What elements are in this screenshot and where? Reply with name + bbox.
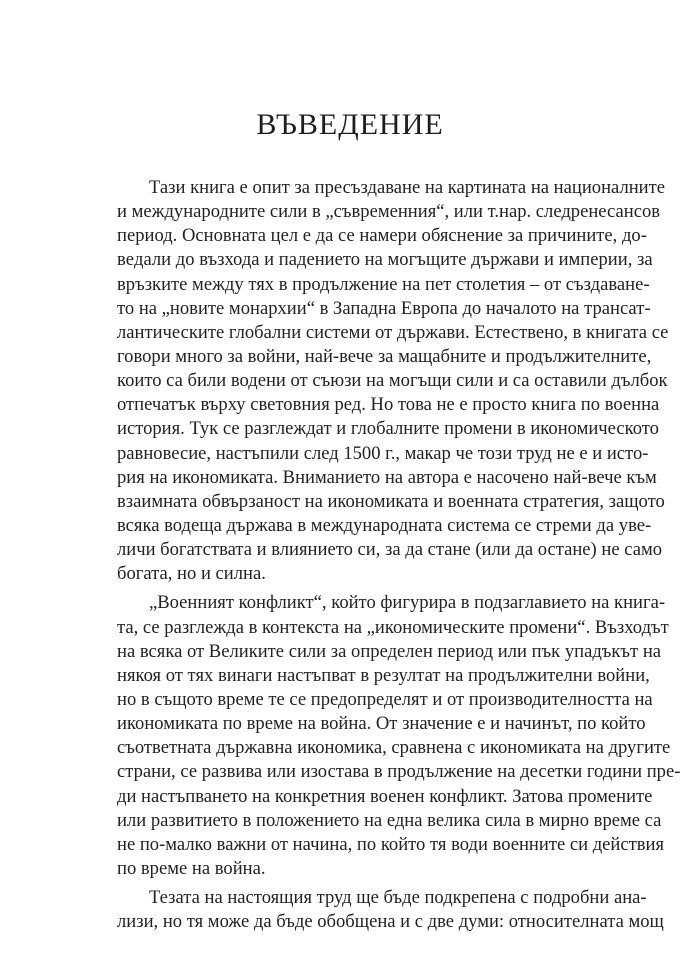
paragraph: [117, 176, 669, 586]
text-line: ди настъпването на конкретния военен конфликт. Затова промените: [117, 785, 653, 807]
text-line: Тази книга е опит за пресъздаване на картината на националните: [149, 177, 666, 198]
text-line: вeдали до възхода и падението на могъщите държави и империи, за: [117, 249, 653, 271]
text-line: взаимната обвързаност на икономиката и военната стратегия, защото: [117, 490, 665, 512]
text-line: не по-малко важни от начина, по който тя води военните си действия: [117, 833, 665, 855]
paragraph: [117, 886, 664, 934]
text-line: на всяка от Великите сили за определен период или пък упадъкът на: [117, 640, 662, 662]
text-line: по време на война.: [117, 857, 266, 879]
text-line: „Военният конфликт“, който фигурира в подзаглавието на книга-: [149, 592, 666, 614]
text-line: и международните сили в „съвременния“, или т.нар. следренесансов: [117, 201, 661, 223]
text-line: говори много за войни, най-вече за мащабните и продължителните,: [117, 345, 652, 367]
text-line: личи богатствата и влиянието си, за да стане (или да остане) не само: [117, 539, 663, 561]
text-line: то на „новите монархии“ в Западна Европа до началото на трансат-: [117, 297, 651, 319]
text-line: но в същото време те се предопределят и от производителността на: [117, 688, 653, 710]
paragraph: [117, 591, 681, 881]
text-line: връзките между тях в продължение на пет столетия – от създаване-: [117, 273, 650, 295]
text-line: всяка водеща държава в международната система се стреми да уве-: [117, 514, 652, 536]
text-line: равновесие, настъпили след 1500 г., макар че този труд не е и исто-: [117, 442, 649, 464]
text-line: отпечатък върху световния ред. Но това не е просто книга по военна: [117, 394, 660, 416]
chapter-title: ВЪВЕДЕНИЕ: [256, 108, 444, 141]
text-line: страни, се развива или изостава в продължение на десетки години пре-: [117, 761, 681, 783]
text-line: лизи, но тя може да бъде обобщена и с две думи: относителната мощ: [117, 911, 664, 933]
text-line: съответната държавна икономика, сравнена с икономиката на другите: [117, 737, 671, 759]
text-line: които са били водени от съюзи на могъщи сили и са оставили дълбок: [117, 370, 668, 392]
text-line: лантическите глобални системи от държави. Естествено, в книгата се: [117, 321, 669, 343]
text-line: рия на икономиката. Вниманието на автора е насочено най-вече към: [117, 466, 657, 488]
chapter-body: [117, 176, 681, 934]
text-line: богата, но и силна.: [117, 563, 266, 585]
text-line: някоя от тях винаги настъпват в резултат на продължителни войни,: [117, 664, 650, 686]
text-line: история. Тук се разглеждат и глобалните промени в икономическото: [117, 418, 659, 440]
text-line: икономиката по време на война. От значение е и начинът, по който: [117, 713, 646, 735]
text-line: или развитието в положението на една велика сила в мирно време са: [117, 809, 662, 831]
text-line: Тезата на настоящия труд ще бъде подкрепена с подробни ана-: [149, 887, 647, 909]
text-line: та, се разглежда в контекста на „икономическите промени“. Възходът: [117, 616, 669, 638]
text-line: период. Основната цел е да се намери обяснение за причините, до-: [117, 225, 647, 247]
